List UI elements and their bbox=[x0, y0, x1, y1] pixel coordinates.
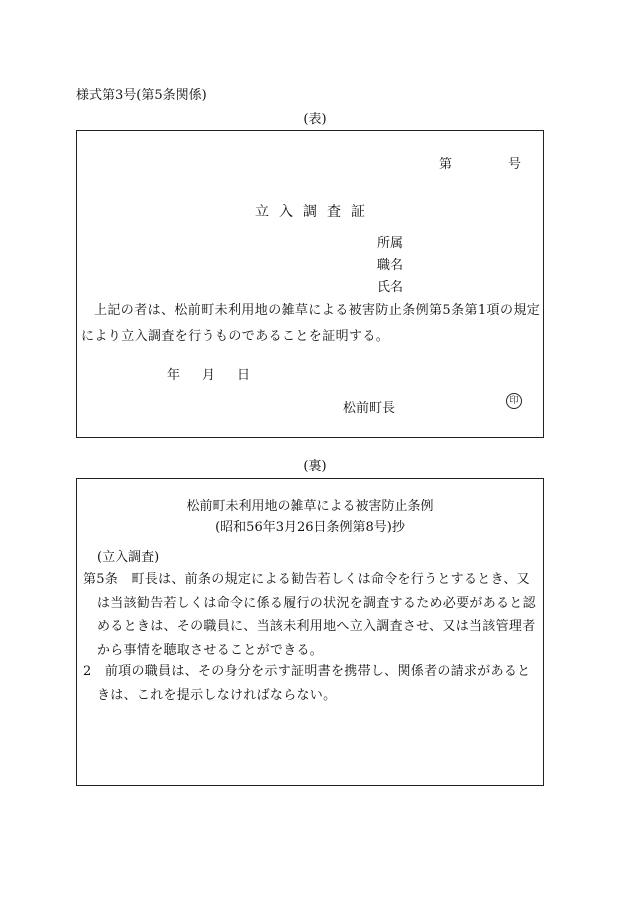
title-char: 証 bbox=[351, 204, 365, 220]
inspection-certificate-front bbox=[76, 130, 544, 438]
certificate-body-text: 上記の者は、松前町未利用地の雑草による被害防止条例第5条第1項の規定により立入調査を行うものであることを証明する。 bbox=[81, 303, 541, 344]
article-5-paragraph-2: 2 前項の職員は、その身分を示す証明書を携帯し、関係者の請求があるときは、これを提示しなければならない。 bbox=[83, 664, 531, 703]
article-5-paragraph: 第5条 町長は、前条の規定による勧告若しくは命令を行うとするとき、又は当該勧告若しくは命令に係る履行の状況を調査するため必要があると認めるときは、その職員に、当該未利用地へ立入調査させ、又は当該管理者から事情を聴取させることができる。 bbox=[83, 572, 536, 658]
title-char: 査 bbox=[327, 204, 341, 220]
inspection-certificate-back bbox=[76, 478, 544, 786]
year-label: 年 bbox=[167, 368, 181, 383]
day-label: 日 bbox=[237, 368, 251, 383]
month-label: 月 bbox=[202, 368, 216, 383]
article-caption: (立入調査) bbox=[97, 550, 160, 565]
title-char: 入 bbox=[279, 204, 293, 220]
title-char: 調 bbox=[303, 204, 317, 220]
issue-date bbox=[167, 364, 250, 383]
certificate-number bbox=[439, 153, 521, 172]
back-side-label: (裏) bbox=[303, 459, 327, 474]
affiliation-field: 所属 bbox=[377, 236, 404, 251]
job-title-field: 職名 bbox=[377, 258, 404, 273]
certificate-title bbox=[77, 201, 543, 221]
number-suffix: 号 bbox=[508, 157, 522, 172]
number-prefix: 第 bbox=[439, 157, 453, 172]
front-side-label: (表) bbox=[303, 112, 327, 127]
issuer-name: 松前町長 bbox=[343, 401, 396, 416]
form-number-label: 様式第3号(第5条関係) bbox=[76, 88, 207, 103]
ordinance-title: 松前町未利用地の雑草による被害防止条例 bbox=[186, 499, 434, 514]
name-field: 氏名 bbox=[377, 280, 404, 295]
title-char: 立 bbox=[255, 204, 269, 220]
ordinance-subtitle: (昭和56年3月26日条例第8号)抄 bbox=[215, 520, 405, 535]
seal-icon: 印 bbox=[506, 393, 522, 409]
